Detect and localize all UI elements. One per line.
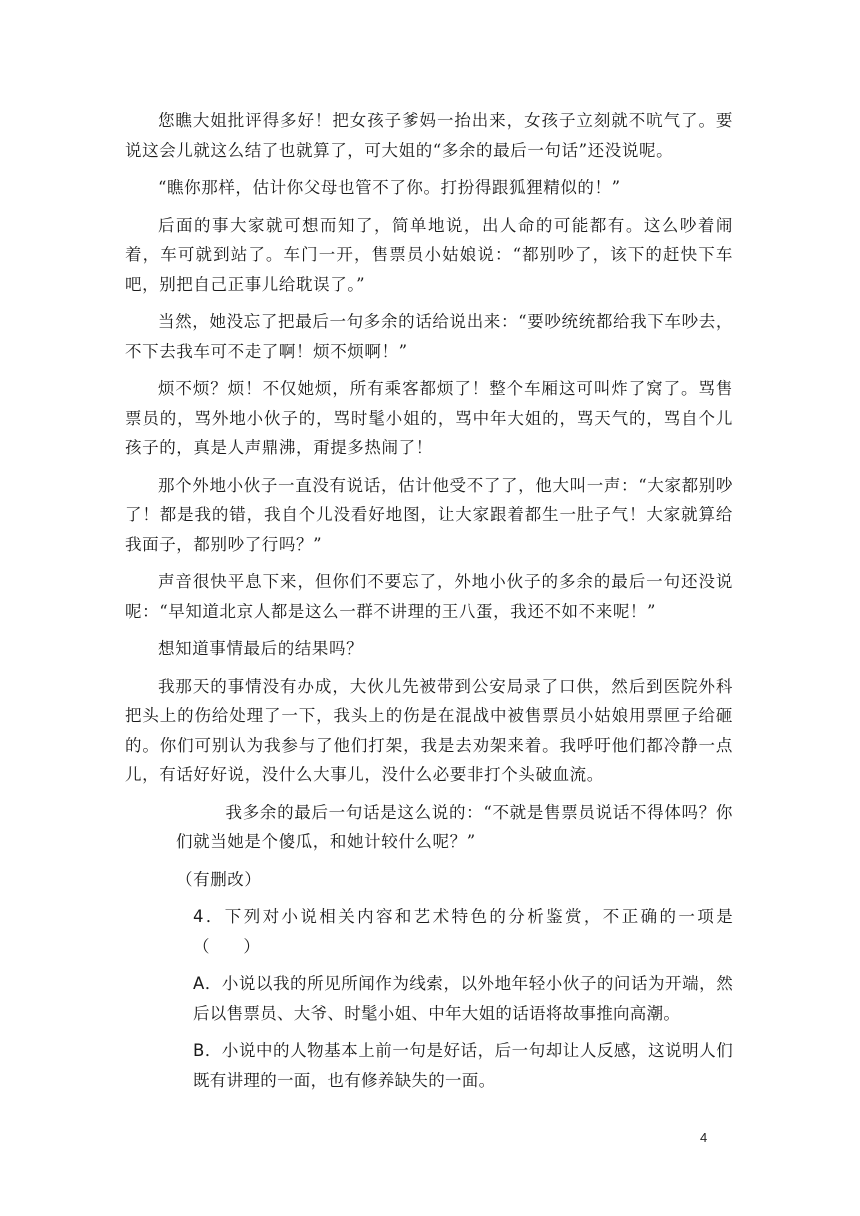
question-stem: 4．下列对小说相关内容和艺术特色的分析鉴赏，不正确的一项是（ ） (193, 907, 733, 956)
paragraph: 烦不烦？烦！不仅她烦，所有乘客都烦了！整个车厢这可叫炸了窝了。骂售票员的，骂外地小伙子的，骂时髦小姐的，骂中年大姐的，骂天气的，骂自个儿孩子的，真是人声鼎沸，甭提多热闹了！ (125, 379, 733, 457)
paragraph: 声音很快平息下来，但你们不要忘了，外地小伙子的多余的最后一句还没说呢：“早知道北京人都是这么一群不讲理的王八蛋，我还不如不来呢！” (125, 572, 733, 621)
paragraph: 后面的事大家就可想而知了，简单地说，出人命的可能都有。这么吵着闹着，车可就到站了。车门一开，售票员小姑娘说：“都别吵了，该下的赶快下车吧，别把自己正事儿给耽误了。” (125, 215, 733, 294)
page-number: 4 (700, 1130, 708, 1145)
paragraph: “瞧你那样，估计你父母也管不了你。打扮得跟狐狸精似的！” (158, 178, 621, 197)
option-b: B．小说中的人物基本上前一句是好话，后一句却让人反感，这说明人们既有讲理的一面，也有修养缺失的一面。 (193, 1041, 733, 1090)
paragraph: 那个外地小伙子一直没有说话，估计他受不了了，他大叫一声：“大家都别吵了！都是我的错，我自个儿没看好地图，让大家跟着都生一肚子气！大家就算给我面子，都别吵了行吗？” (125, 475, 733, 554)
paragraph: 我那天的事情没有办成，大伙儿先被带到公安局录了口供，然后到医院外科把头上的伤给处理了一下，我头上的伤是在混战中被售票员小姑娘用票匣子给砸的。你们可别认为我参与了他们打架，我是去劝架来着。我呼吁他们都冷静一点儿，有话好好说，没什么大事儿，没什么必要非打个头破血流。 (125, 676, 733, 784)
paragraph: 您瞧大姐批评得多好！把女孩子爹妈一抬出来，女孩子立刻就不吭气了。要说这会儿就这么结了也就算了，可大姐的“多余的最后一句话”还没说呢。 (125, 111, 733, 160)
paragraph-final-remark: 我多余的最后一句话是这么说的：“不就是售票员说话不得体吗？你们就当她是个傻瓜，和她计较什么呢？” (176, 802, 733, 851)
option-a: A．小说以我的所见所闻作为线索，以外地年轻小伙子的问话为开端，然后以售票员、大爷、时髦小姐、中年大姐的话语将故事推向高潮。 (193, 974, 733, 1023)
paragraph: 当然，她没忘了把最后一句多余的话给说出来：“要吵统统都给我下车吵去，不下去我车可不走了啊！烦不烦啊！” (125, 312, 733, 361)
document-body (125, 106, 733, 1103)
paragraph: 想知道事情最后的结果吗？ (158, 639, 364, 658)
edit-note: （有删改） (176, 869, 262, 889)
